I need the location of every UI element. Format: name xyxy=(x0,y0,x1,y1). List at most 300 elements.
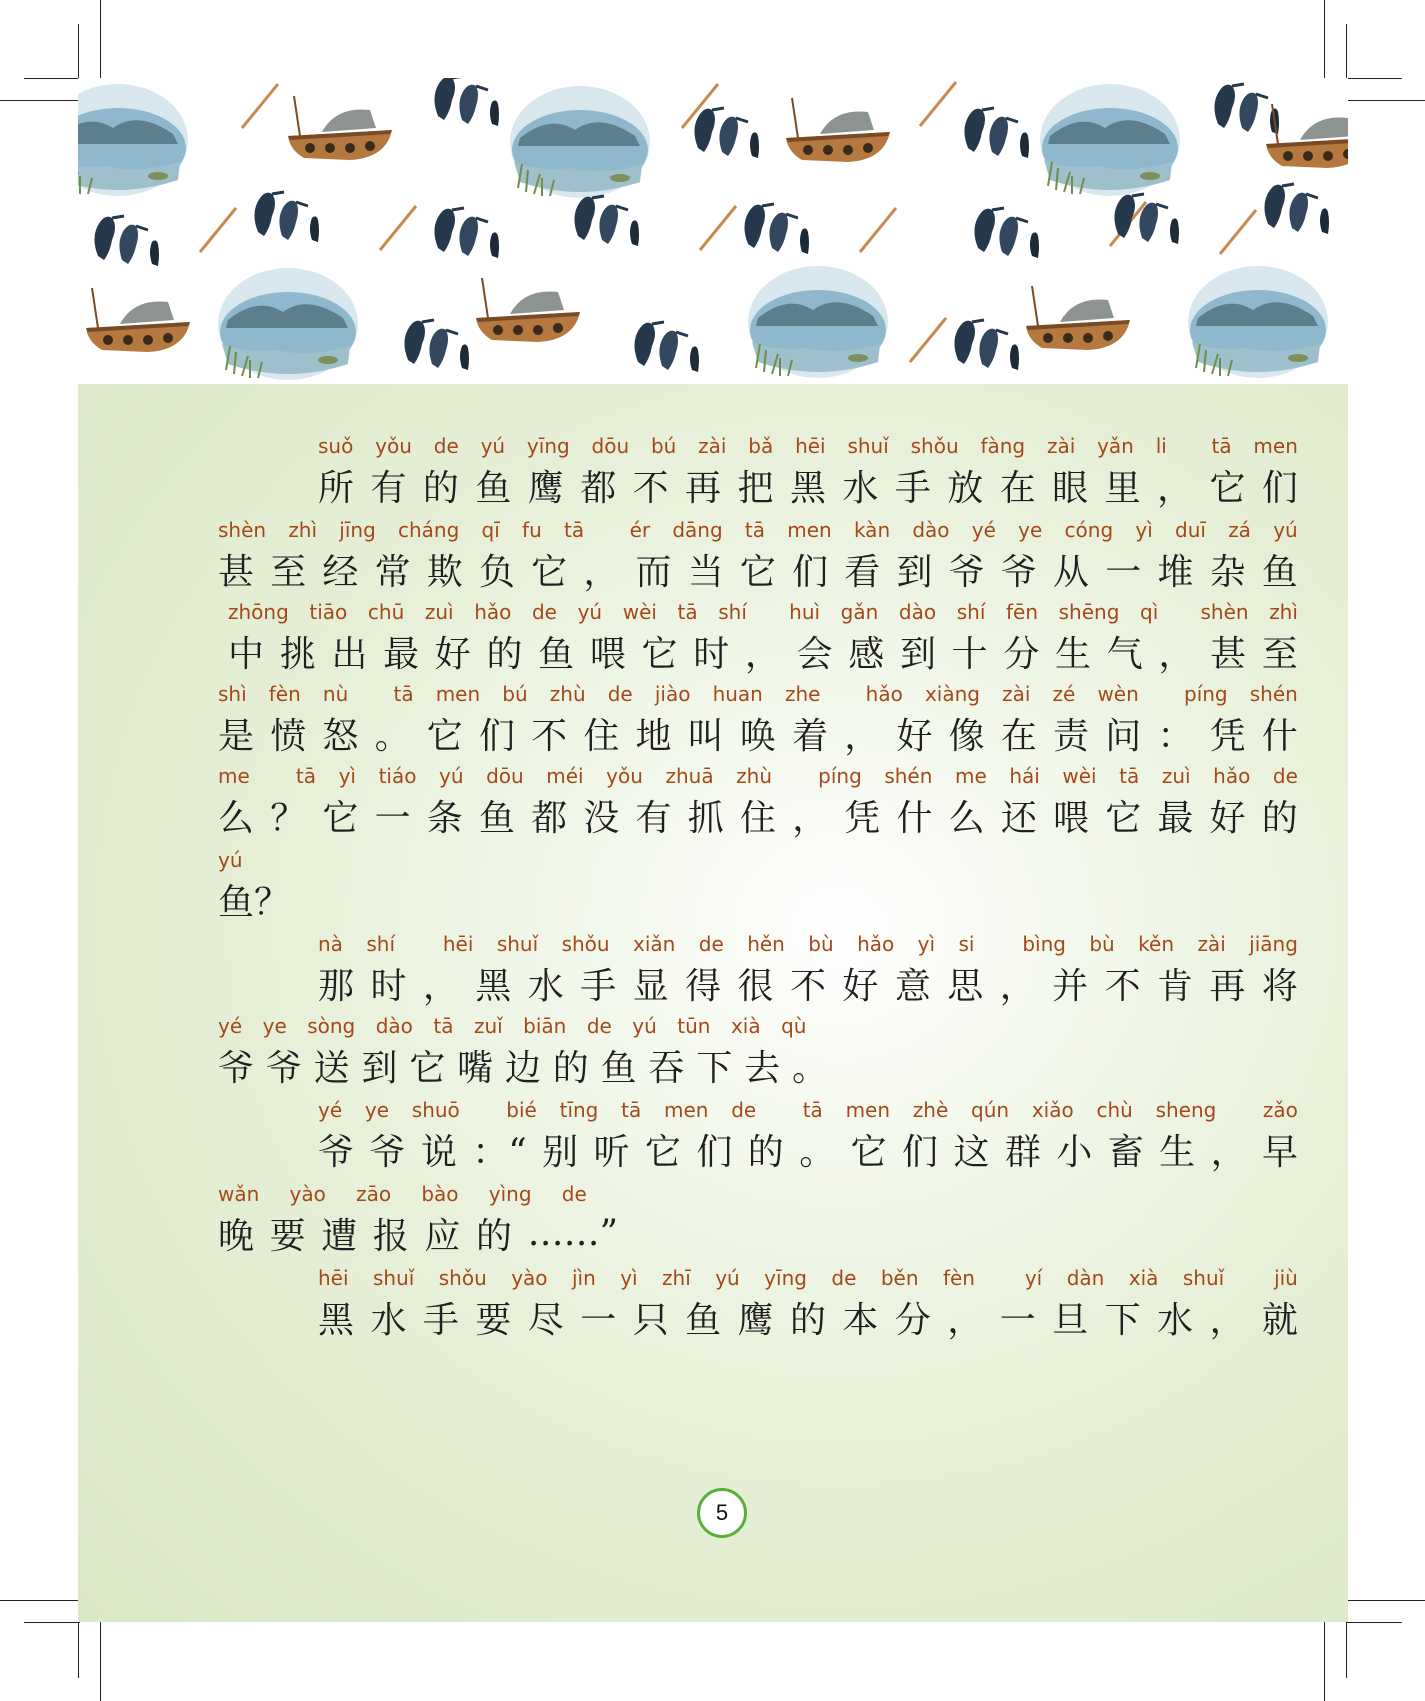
crop-mark xyxy=(1346,100,1425,101)
illustration-banner xyxy=(78,78,1348,384)
hanzi-char: 挑 xyxy=(279,633,316,675)
text-line xyxy=(78,930,1348,1020)
pinyin-syllable: shuǐ xyxy=(496,932,539,956)
hanzi-char: 黑 xyxy=(318,1299,355,1341)
hanzi-char: 要 xyxy=(475,1299,512,1341)
pinyin-syllable: tā xyxy=(744,518,766,542)
hanzi-char: 说 xyxy=(420,1131,457,1173)
hanzi-char: 思 xyxy=(947,965,984,1007)
hanzi-row xyxy=(218,790,1298,840)
hanzi-char: 到 xyxy=(361,1047,398,1089)
pinyin-syllable: yì xyxy=(338,764,356,788)
hanzi-char: 会 xyxy=(796,633,833,675)
pinyin-syllable: jiào xyxy=(654,682,691,706)
pinyin-syllable: chū xyxy=(367,600,405,624)
hanzi-char: 本 xyxy=(842,1299,879,1341)
crop-mark xyxy=(0,1600,80,1601)
hanzi-row xyxy=(218,1208,618,1258)
hanzi-char: 将 xyxy=(1261,965,1298,1007)
text-line xyxy=(78,846,1348,936)
hanzi-row xyxy=(218,874,291,924)
pinyin-syllable: shén xyxy=(1249,682,1298,706)
text-panel xyxy=(78,384,1348,1622)
pinyin-syllable: qì xyxy=(1140,600,1159,624)
pinyin-row xyxy=(318,432,1298,458)
hanzi-char: 鱼 xyxy=(685,1299,722,1341)
hanzi-char: 分 xyxy=(1003,633,1040,675)
hanzi-char: 它 xyxy=(644,1131,681,1173)
hanzi-char: 应 xyxy=(424,1215,461,1257)
pinyin-syllable: hǎo xyxy=(857,932,895,956)
hanzi-char: 分 xyxy=(894,1299,931,1341)
hanzi-char: 的 xyxy=(789,1299,826,1341)
hanzi-char: 好 xyxy=(842,965,879,1007)
hanzi-char: 旦 xyxy=(1052,1299,1089,1341)
pinyin-syllable: xiàng xyxy=(924,682,980,706)
pinyin-syllable: wèi xyxy=(622,600,657,624)
hanzi-char: 像 xyxy=(948,715,985,757)
hanzi-char: 欺 xyxy=(426,551,463,593)
pinyin-syllable: shí xyxy=(956,600,986,624)
hanzi-char: 们 xyxy=(696,1131,733,1173)
hanzi-char: 么 xyxy=(218,797,255,839)
pinyin-syllable: shǒu xyxy=(438,1266,487,1290)
hanzi-char: 边 xyxy=(504,1047,541,1089)
hanzi-char: 。 xyxy=(791,1047,828,1089)
pinyin-syllable: zá xyxy=(1228,518,1251,542)
pinyin-syllable: shèn xyxy=(1200,600,1249,624)
pinyin-syllable: xià xyxy=(1128,1266,1159,1290)
pinyin-syllable: sòng xyxy=(307,1014,356,1038)
pinyin-syllable: hēi xyxy=(795,434,826,458)
hanzi-char: 尽 xyxy=(527,1299,564,1341)
hanzi-char: 到 xyxy=(899,633,936,675)
hanzi-char: ， xyxy=(744,633,781,675)
hanzi-row xyxy=(318,958,1298,1008)
hanzi-char: ……” xyxy=(527,1212,618,1254)
hanzi-char: 它 xyxy=(1105,797,1142,839)
pinyin-syllable: men xyxy=(435,682,481,706)
pinyin-row xyxy=(218,762,1298,788)
pinyin-syllable: de xyxy=(831,1266,857,1290)
pinyin-syllable: zé xyxy=(1052,682,1076,706)
pinyin-syllable: yú xyxy=(632,1014,657,1038)
pinyin-syllable: shuǐ xyxy=(1182,1266,1225,1290)
hanzi-char: 叫 xyxy=(687,715,724,757)
hanzi-char: ， xyxy=(1157,467,1194,509)
pinyin-row xyxy=(218,680,1298,706)
hanzi-char: 都 xyxy=(580,467,617,509)
hanzi-char: 一 xyxy=(1105,551,1142,593)
text-line xyxy=(78,1096,1348,1186)
hanzi-char: 把 xyxy=(737,467,774,509)
hanzi-char: 鱼 xyxy=(538,633,575,675)
pinyin-syllable: men xyxy=(664,1098,709,1122)
pinyin-syllable: yào xyxy=(511,1266,548,1290)
pinyin-syllable: de xyxy=(561,1182,587,1206)
hanzi-char: ， xyxy=(999,965,1036,1007)
hanzi-char: 鱼 xyxy=(1261,551,1298,593)
pinyin-syllable: de xyxy=(731,1098,757,1122)
pinyin-syllable: yí xyxy=(1024,1266,1043,1290)
hanzi-char: 群 xyxy=(1004,1131,1041,1173)
hanzi-char: 意 xyxy=(894,965,931,1007)
hanzi-char: ， xyxy=(1209,1299,1246,1341)
crop-mark xyxy=(1346,1600,1425,1601)
hanzi-char: 它 xyxy=(1209,467,1246,509)
hanzi-char: 爷 xyxy=(265,1047,302,1089)
pinyin-syllable: méi xyxy=(546,764,584,788)
pinyin-syllable: xiǎn xyxy=(633,932,676,956)
hanzi-char: 着 xyxy=(792,715,829,757)
hanzi-char: ： xyxy=(1157,715,1194,757)
hanzi-char: 什 xyxy=(896,797,933,839)
pinyin-syllable: nù xyxy=(322,682,349,706)
hanzi-char: 问 xyxy=(1105,715,1142,757)
pinyin-syllable: jìn xyxy=(571,1266,596,1290)
crop-mark xyxy=(1346,1622,1347,1678)
pinyin-syllable: shēng xyxy=(1058,600,1120,624)
hanzi-char: 黑 xyxy=(475,965,512,1007)
hanzi-char: 抓 xyxy=(687,797,724,839)
hanzi-char: 里 xyxy=(1104,467,1141,509)
pinyin-syllable: zāo xyxy=(356,1182,392,1206)
hanzi-char: 气 xyxy=(1106,633,1143,675)
pinyin-syllable: de xyxy=(698,932,724,956)
pinyin-syllable: shǒu xyxy=(561,932,610,956)
pinyin-syllable: yé xyxy=(218,1014,243,1038)
pinyin-syllable: yīng xyxy=(764,1266,807,1290)
pinyin-syllable: shén xyxy=(884,764,933,788)
pinyin-syllable: zhī xyxy=(662,1266,691,1290)
pinyin-syllable: shuǐ xyxy=(372,1266,415,1290)
hanzi-char: 鱼 xyxy=(475,467,512,509)
pinyin-syllable: shuō xyxy=(411,1098,460,1122)
hanzi-char: 中 xyxy=(228,633,265,675)
hanzi-char: 好 xyxy=(1209,797,1246,839)
text-line xyxy=(78,680,1348,770)
hanzi-char: 们 xyxy=(1261,467,1298,509)
pinyin-syllable: men xyxy=(787,518,832,542)
pinyin-syllable: suǒ xyxy=(318,434,354,458)
text-line xyxy=(78,598,1348,688)
hanzi-char: 畜 xyxy=(1107,1131,1144,1173)
pinyin-syllable: yé xyxy=(971,518,996,542)
pinyin-syllable: ye xyxy=(364,1098,390,1122)
hanzi-char: 在 xyxy=(999,467,1036,509)
pinyin-syllable: fàng xyxy=(980,434,1026,458)
hanzi-char: 杂 xyxy=(1209,551,1246,593)
hanzi-char: 就 xyxy=(1261,1299,1298,1341)
hanzi-char: 。 xyxy=(799,1131,836,1173)
pinyin-syllable: wèi xyxy=(1062,764,1097,788)
pinyin-syllable: cóng xyxy=(1064,518,1114,542)
hanzi-char: 。 xyxy=(374,715,411,757)
hanzi-char: ？ xyxy=(254,881,291,923)
hanzi-char: 时 xyxy=(370,965,407,1007)
hanzi-char: 爷 xyxy=(1000,551,1037,593)
pinyin-syllable: zhōng xyxy=(228,600,289,624)
pinyin-syllable: qù xyxy=(781,1014,807,1038)
pinyin-syllable: wèn xyxy=(1097,682,1139,706)
pinyin-syllable: zhuā xyxy=(665,764,714,788)
pinyin-syllable: biān xyxy=(523,1014,567,1038)
pinyin-syllable: zài xyxy=(1197,932,1226,956)
hanzi-char: 一 xyxy=(999,1299,1036,1341)
hanzi-char: 经 xyxy=(322,551,359,593)
pinyin-syllable: tiāo xyxy=(309,600,348,624)
hanzi-char: 得 xyxy=(685,965,722,1007)
pinyin-syllable: tā xyxy=(433,1014,454,1038)
hanzi-char: 愤 xyxy=(270,715,307,757)
text-line xyxy=(78,516,1348,606)
hanzi-char: 的 xyxy=(552,1047,589,1089)
pinyin-syllable: de xyxy=(433,434,459,458)
pinyin-syllable: nà xyxy=(318,932,343,956)
pinyin-syllable: tā xyxy=(1119,764,1140,788)
pinyin-syllable: me xyxy=(954,764,987,788)
hanzi-char: 它 xyxy=(739,551,776,593)
hanzi-row xyxy=(318,1124,1298,1174)
hanzi-char: ？ xyxy=(270,797,307,839)
hanzi-char: 爷 xyxy=(369,1131,406,1173)
hanzi-row xyxy=(318,1292,1298,1342)
pinyin-syllable: yì xyxy=(917,932,936,956)
cormorant-pattern-illustration xyxy=(78,78,1348,384)
pinyin-syllable: tūn xyxy=(677,1014,711,1038)
hanzi-char: 它 xyxy=(322,797,359,839)
pinyin-row xyxy=(218,846,288,872)
hanzi-char: 至 xyxy=(270,551,307,593)
pinyin-syllable: cháng xyxy=(398,518,460,542)
hanzi-char: 堆 xyxy=(1157,551,1194,593)
pinyin-syllable: bù xyxy=(808,932,834,956)
pinyin-syllable: zài xyxy=(698,434,727,458)
hanzi-char: 么 xyxy=(948,797,985,839)
hanzi-char: 吞 xyxy=(648,1047,685,1089)
pinyin-syllable: yì xyxy=(620,1266,638,1290)
hanzi-char: 的 xyxy=(1261,797,1298,839)
hanzi-char: ， xyxy=(947,1299,984,1341)
hanzi-char: 不 xyxy=(531,715,568,757)
hanzi-row xyxy=(218,1040,828,1090)
pinyin-syllable: jīng xyxy=(339,518,376,542)
hanzi-char: 是 xyxy=(218,715,255,757)
hanzi-char: 还 xyxy=(1000,797,1037,839)
hanzi-char: 它 xyxy=(409,1047,446,1089)
pinyin-syllable: ye xyxy=(262,1014,287,1038)
pinyin-syllable: yì xyxy=(1135,518,1153,542)
pinyin-syllable: tīng xyxy=(559,1098,599,1122)
hanzi-char: 当 xyxy=(687,551,724,593)
hanzi-char: 鱼 xyxy=(218,881,255,923)
hanzi-char: 它 xyxy=(531,551,568,593)
pinyin-syllable: bié xyxy=(506,1098,537,1122)
crop-mark xyxy=(78,24,79,80)
pinyin-syllable: huan xyxy=(712,682,763,706)
pinyin-syllable: jiù xyxy=(1274,1266,1298,1290)
hanzi-char: 什 xyxy=(1261,715,1298,757)
hanzi-char: 而 xyxy=(635,551,672,593)
hanzi-char: 小 xyxy=(1056,1131,1093,1173)
hanzi-char: 手 xyxy=(422,1299,459,1341)
pinyin-syllable: huì xyxy=(789,600,821,624)
hanzi-char: 好 xyxy=(434,633,471,675)
pinyin-syllable: shuǐ xyxy=(847,434,889,458)
hanzi-char: 有 xyxy=(370,467,407,509)
pinyin-syllable: hǎo xyxy=(865,682,903,706)
pinyin-syllable: zuì xyxy=(424,600,454,624)
pinyin-syllable: duī xyxy=(1175,518,1206,542)
hanzi-char: 这 xyxy=(953,1131,990,1173)
pinyin-syllable: bú xyxy=(502,682,528,706)
crop-mark xyxy=(100,1622,101,1701)
pinyin-syllable: zhì xyxy=(1269,600,1298,624)
hanzi-char: 唤 xyxy=(739,715,776,757)
hanzi-char: 的 xyxy=(747,1131,784,1173)
pinyin-syllable: xià xyxy=(730,1014,761,1038)
pinyin-syllable: me xyxy=(218,764,250,788)
hanzi-row xyxy=(218,708,1298,758)
hanzi-char: 好 xyxy=(896,715,933,757)
pinyin-syllable: hěn xyxy=(747,932,785,956)
crop-mark xyxy=(1346,78,1402,79)
hanzi-char: 一 xyxy=(374,797,411,839)
pinyin-syllable: ér xyxy=(629,518,651,542)
pinyin-syllable: hǎo xyxy=(1213,764,1251,788)
hanzi-char: 晚 xyxy=(218,1215,255,1257)
hanzi-char: 黑 xyxy=(789,467,826,509)
pinyin-syllable: yīng xyxy=(526,434,570,458)
pinyin-syllable: yú xyxy=(577,600,603,624)
pinyin-syllable: zhù xyxy=(549,682,586,706)
pinyin-row xyxy=(218,1012,828,1038)
pinyin-syllable: men xyxy=(845,1098,891,1122)
text-line xyxy=(78,762,1348,852)
pinyin-syllable: tā xyxy=(564,518,585,542)
hanzi-char: 早 xyxy=(1261,1131,1298,1173)
pinyin-syllable: shèn xyxy=(218,518,267,542)
pinyin-syllable: hēi xyxy=(442,932,474,956)
hanzi-char: 那 xyxy=(318,965,355,1007)
hanzi-char: 送 xyxy=(313,1047,350,1089)
pinyin-row xyxy=(218,1180,618,1206)
hanzi-char: 生 xyxy=(1055,633,1092,675)
hanzi-char: 甚 xyxy=(218,551,255,593)
pinyin-syllable: zhì xyxy=(288,518,318,542)
crop-mark xyxy=(1346,24,1347,80)
hanzi-char: 鱼 xyxy=(478,797,515,839)
hanzi-char: 并 xyxy=(1052,965,1089,1007)
pinyin-syllable: hái xyxy=(1009,764,1040,788)
hanzi-char: ， xyxy=(583,551,620,593)
pinyin-syllable: qī xyxy=(481,518,500,542)
crop-mark xyxy=(0,100,80,101)
pinyin-row xyxy=(228,598,1298,624)
hanzi-char: 们 xyxy=(792,551,829,593)
pinyin-syllable: de xyxy=(531,600,557,624)
pinyin-syllable: shí xyxy=(366,932,396,956)
hanzi-char: 再 xyxy=(1209,965,1246,1007)
hanzi-char: 鹰 xyxy=(527,467,564,509)
hanzi-char: 再 xyxy=(685,467,722,509)
pinyin-syllable: bǎ xyxy=(748,434,774,458)
hanzi-char: 的 xyxy=(475,1215,512,1257)
hanzi-char: 一 xyxy=(580,1299,617,1341)
pinyin-row xyxy=(318,930,1298,956)
hanzi-char: 在 xyxy=(1000,715,1037,757)
hanzi-char: 出 xyxy=(331,633,368,675)
pinyin-syllable: píng xyxy=(818,764,862,788)
crop-mark xyxy=(1324,1622,1325,1701)
pinyin-syllable: bú xyxy=(650,434,677,458)
pinyin-syllable: zǎo xyxy=(1262,1098,1298,1122)
hanzi-char: 凭 xyxy=(844,797,881,839)
pinyin-syllable: tā xyxy=(393,682,414,706)
hanzi-char: 水 xyxy=(527,965,564,1007)
hanzi-char: 感 xyxy=(848,633,885,675)
hanzi-char: 它 xyxy=(850,1131,887,1173)
hanzi-char: 没 xyxy=(583,797,620,839)
pinyin-syllable: bìng xyxy=(1022,932,1066,956)
hanzi-char: 住 xyxy=(583,715,620,757)
pinyin-syllable: li xyxy=(1155,434,1167,458)
crop-mark xyxy=(100,0,101,80)
text-line xyxy=(78,1264,1348,1354)
pinyin-syllable: dàn xyxy=(1066,1266,1105,1290)
pinyin-syllable: tiáo xyxy=(378,764,417,788)
hanzi-char: 嘴 xyxy=(457,1047,494,1089)
hanzi-char: 不 xyxy=(632,467,669,509)
hanzi-char: 眼 xyxy=(1052,467,1089,509)
hanzi-char: 甚 xyxy=(1210,633,1247,675)
hanzi-char: 怒 xyxy=(322,715,359,757)
pinyin-syllable: dào xyxy=(375,1014,413,1038)
pinyin-syllable: de xyxy=(1272,764,1298,788)
pinyin-syllable: yú xyxy=(480,434,506,458)
hanzi-char: 看 xyxy=(844,551,881,593)
pinyin-syllable: fēn xyxy=(1005,600,1039,624)
pinyin-syllable: xiǎo xyxy=(1031,1098,1074,1122)
pinyin-syllable: dāng xyxy=(672,518,723,542)
pinyin-syllable: yǎn xyxy=(1097,434,1134,458)
pinyin-syllable: wǎn xyxy=(218,1182,260,1206)
hanzi-char: 它 xyxy=(426,715,463,757)
hanzi-char: 很 xyxy=(737,965,774,1007)
pinyin-syllable: dōu xyxy=(486,764,524,788)
pinyin-syllable: de xyxy=(586,1014,612,1038)
pinyin-syllable: zài xyxy=(1002,682,1031,706)
hanzi-char: 爷 xyxy=(948,551,985,593)
hanzi-char: 只 xyxy=(632,1299,669,1341)
hanzi-char: 生 xyxy=(1159,1131,1196,1173)
pinyin-syllable: kàn xyxy=(853,518,891,542)
pinyin-syllable: píng xyxy=(1184,682,1228,706)
hanzi-row xyxy=(218,544,1298,594)
hanzi-char: 下 xyxy=(1104,1299,1141,1341)
hanzi-char: 它 xyxy=(641,633,678,675)
pinyin-syllable: de xyxy=(607,682,633,706)
hanzi-char: 肯 xyxy=(1157,965,1194,1007)
hanzi-char: 不 xyxy=(1104,965,1141,1007)
hanzi-char: ， xyxy=(1210,1131,1247,1173)
pinyin-syllable: si xyxy=(958,932,975,956)
pinyin-syllable: shǒu xyxy=(910,434,959,458)
hanzi-char: 手 xyxy=(894,467,931,509)
pinyin-syllable: yǒu xyxy=(606,764,643,788)
hanzi-char: 有 xyxy=(635,797,672,839)
hanzi-char: 至 xyxy=(1261,633,1298,675)
